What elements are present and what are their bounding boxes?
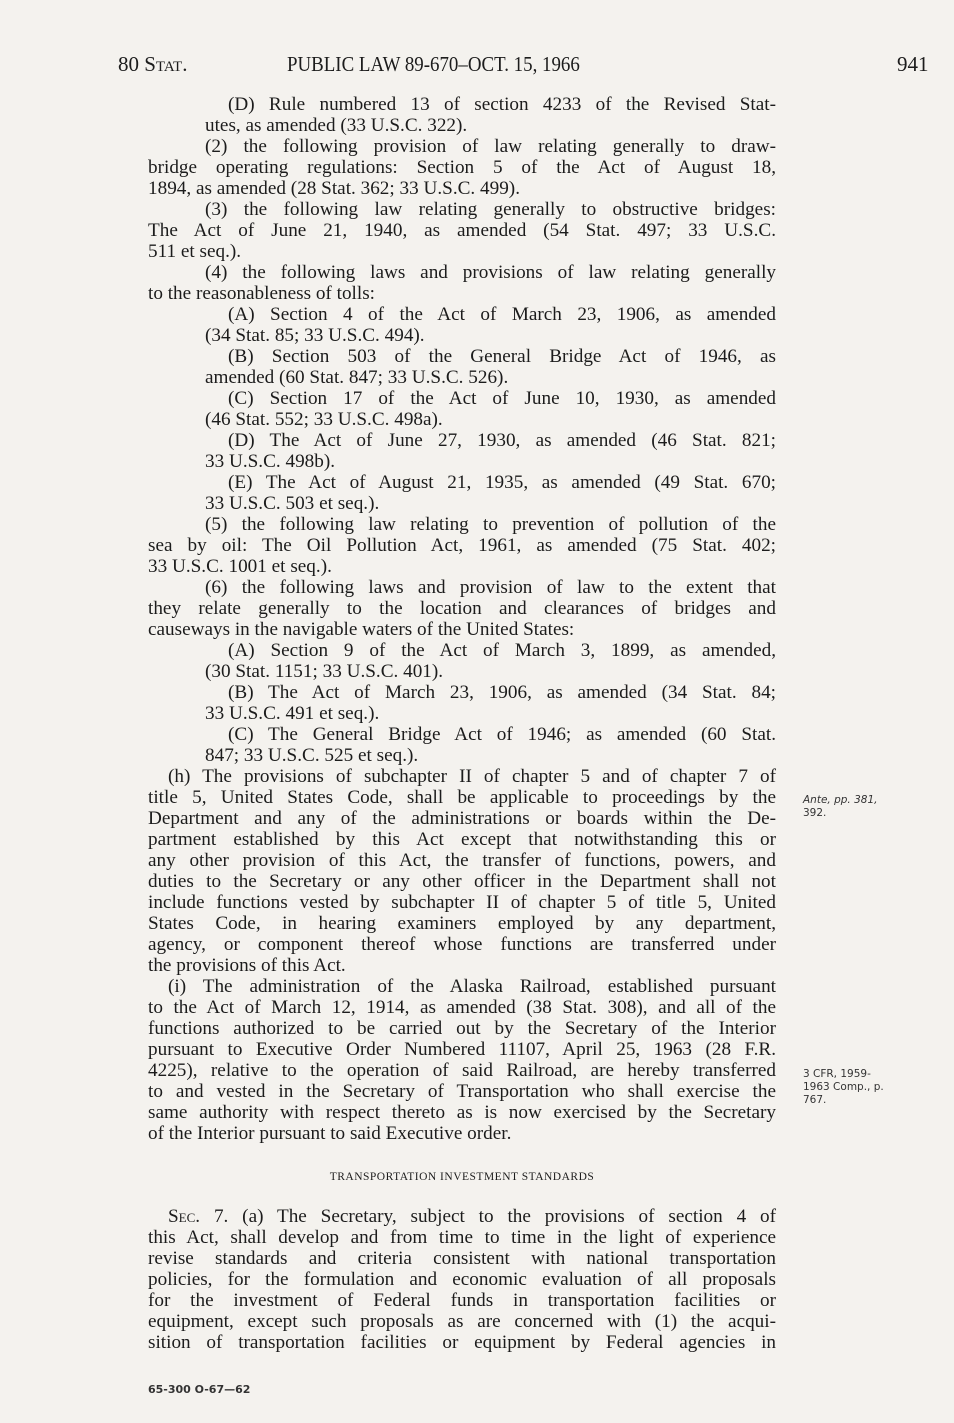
- text-line: (B) The Act of March 23, 1906, as amended (34 Stat. 84;: [228, 682, 776, 703]
- text-line: (2) the following provision of law relating generally to draw-: [205, 136, 776, 157]
- text-line: States Code, in hearing examiners employed by any department,: [148, 913, 776, 934]
- text-line: policies, for the formulation and economic evaluation of all proposals: [148, 1269, 776, 1290]
- text-line: (46 Stat. 552; 33 U.S.C. 498a).: [205, 409, 443, 430]
- paragraph: [148, 199, 776, 262]
- text-line: this Act, shall develop and from time to time in the light of experience: [148, 1227, 776, 1248]
- margin-note-line: Ante, pp. 381,: [803, 794, 878, 806]
- paragraph: [148, 304, 776, 346]
- text-line: (4) the following laws and provisions of law relating generally: [205, 262, 776, 283]
- text-line: the provisions of this Act.: [148, 955, 346, 976]
- running-title: PUBLIC LAW 89-670–OCT. 15, 1966: [287, 52, 580, 76]
- text-line: 1894, as amended (28 Stat. 362; 33 U.S.C. 499).: [148, 178, 520, 199]
- section-heading: TRANSPORTATION INVESTMENT STANDARDS: [329, 1171, 595, 1183]
- text-line: bridge operating regulations: Section 5 of the Act of August 18,: [148, 157, 776, 178]
- text-line: any other provision of this Act, the transfer of functions, powers, and: [148, 850, 776, 871]
- text-line: The Act of June 21, 1940, as amended (54 Stat. 497; 33 U.S.C.: [148, 220, 776, 241]
- text-line: (E) The Act of August 21, 1935, as amended (49 Stat. 670;: [228, 472, 776, 493]
- text-line: (D) The Act of June 27, 1930, as amended (46 Stat. 821;: [228, 430, 776, 451]
- text-line: title 5, United States Code, shall be applicable to proceedings by the: [148, 787, 776, 808]
- text-line: (h) The provisions of subchapter II of chapter 5 and of chapter 7 of: [168, 766, 776, 787]
- text-line: (C) Section 17 of the Act of June 10, 1930, as amended: [228, 388, 776, 409]
- paragraph: [148, 430, 776, 472]
- text-line: (3) the following law relating generally to obstructive bridges:: [205, 199, 776, 220]
- text-line: 847; 33 U.S.C. 525 et seq.).: [205, 745, 419, 766]
- text-line: (C) The General Bridge Act of 1946; as amended (60 Stat.: [228, 724, 776, 745]
- paragraph: [148, 514, 776, 577]
- volume-number: 80: [118, 52, 139, 76]
- text-line: 33 U.S.C. 503 et seq.).: [205, 493, 380, 514]
- margin-note: [803, 794, 877, 820]
- text-line: 4225), relative to the operation of said Railroad, are hereby transferred: [148, 1060, 776, 1081]
- text-line: revise standards and criteria consistent with national transportation: [148, 1248, 776, 1269]
- text-line: to the reasonableness of tolls:: [148, 283, 375, 304]
- text-line: (A) Section 9 of the Act of March 3, 1899, as amended,: [228, 640, 776, 661]
- paragraph: [148, 766, 776, 976]
- print-code-footer: 65-300 O-67—62: [148, 1383, 251, 1396]
- paragraph: [148, 976, 776, 1144]
- paragraph: [148, 262, 776, 304]
- margin-note-line: 767.: [803, 1094, 827, 1106]
- volume-suffix: Stat.: [144, 52, 188, 76]
- paragraph: [148, 640, 776, 682]
- text-line: to the Act of March 12, 1914, as amended (38 Stat. 308), and all of the: [148, 997, 776, 1018]
- text-line: for the investment of Federal funds in transportation facilities or: [148, 1290, 776, 1311]
- paragraph: [148, 346, 776, 388]
- text-line: amended (60 Stat. 847; 33 U.S.C. 526).: [205, 367, 509, 388]
- text-line: utes, as amended (33 U.S.C. 322).: [205, 115, 468, 136]
- text-line: 33 U.S.C. 491 et seq.).: [205, 703, 380, 724]
- text-line: duties to the Secretary or any other officer in the Department shall not: [148, 871, 776, 892]
- text-line: partment established by this Act except that notwithstanding this or: [148, 829, 776, 850]
- text-line: (i) The administration of the Alaska Railroad, established pursuant: [168, 976, 776, 997]
- paragraph: [148, 682, 776, 724]
- text-line: functions authorized to be carried out by the Secretary of the Interior: [148, 1018, 776, 1039]
- paragraph: [148, 724, 776, 766]
- text-line: agency, or component thereof whose functions are transferred under: [148, 934, 776, 955]
- text-line: (A) Section 4 of the Act of March 23, 1906, as amended: [228, 304, 776, 325]
- margin-note: [803, 1068, 884, 1107]
- paragraph: [148, 388, 776, 430]
- paragraph: [148, 472, 776, 514]
- text-line: (B) Section 503 of the General Bridge Act of 1946, as: [228, 346, 776, 367]
- text-line: (6) the following laws and provision of law to the extent that: [205, 577, 776, 598]
- text-line: causeways in the navigable waters of the United States:: [148, 619, 575, 640]
- text-line: of the Interior pursuant to said Executive order.: [148, 1123, 512, 1144]
- paragraph: [148, 94, 776, 136]
- text-line: sition of transportation facilities or equipment by Federal agencies in: [148, 1332, 776, 1353]
- text-line: (D) Rule numbered 13 of section 4233 of the Revised Stat-: [228, 94, 776, 115]
- paragraph: [148, 1206, 776, 1353]
- page-number: 941: [897, 52, 929, 76]
- text-line: same authority with respect thereto as is now exercised by the Secretary: [148, 1102, 776, 1123]
- text-line: 33 U.S.C. 498b).: [205, 451, 336, 472]
- margin-note-line: 1963 Comp., p.: [803, 1081, 884, 1093]
- text-line: to and vested in the Secretary of Transportation who shall exercise the: [148, 1081, 776, 1102]
- text-line: (30 Stat. 1151; 33 U.S.C. 401).: [205, 661, 444, 682]
- text-line: (34 Stat. 85; 33 U.S.C. 494).: [205, 325, 425, 346]
- text-line: sea by oil: The Oil Pollution Act, 1961, as amended (75 Stat. 402;: [148, 535, 776, 556]
- text-line: (5) the following law relating to prevention of pollution of the: [205, 514, 776, 535]
- paragraph: [148, 577, 776, 640]
- volume-citation: [118, 52, 187, 77]
- text-line: include functions vested by subchapter II of chapter 5 of title 5, United: [148, 892, 776, 913]
- text-line: 33 U.S.C. 1001 et seq.).: [148, 556, 332, 577]
- paragraph: [148, 136, 776, 199]
- text-line: 511 et seq.).: [148, 241, 242, 262]
- text-line: they relate generally to the location and clearances of bridges and: [148, 598, 776, 619]
- text-line: equipment, except such proposals as are concerned with (1) the acqui-: [148, 1311, 776, 1332]
- text-line: Department and any of the administrations or boards within the De-: [148, 808, 776, 829]
- body-text: [148, 94, 776, 1353]
- text-line: pursuant to Executive Order Numbered 11107, April 25, 1963 (28 F.R.: [148, 1039, 776, 1060]
- margin-note-line: 3 CFR, 1959-: [803, 1068, 871, 1080]
- margin-note-line: 392.: [803, 807, 827, 819]
- text-line: Sec. 7. (a) The Secretary, subject to the provisions of section 4 of: [168, 1206, 776, 1227]
